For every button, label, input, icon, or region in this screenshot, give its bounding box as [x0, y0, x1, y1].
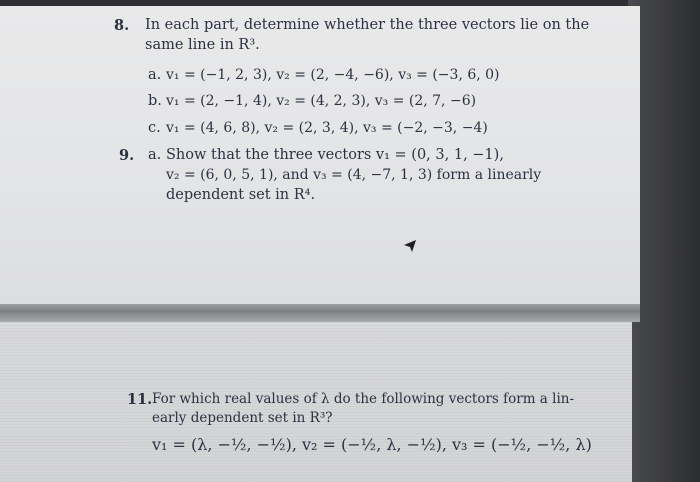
- problem-8c-vectors: v₁ = (4, 6, 8), v₂ = (2, 3, 4), v₃ = (−2, −3, −4): [166, 120, 488, 136]
- problem-8a-vectors: v₁ = (−1, 2, 3), v₂ = (2, −4, −6), v₃ = (−3, 6, 0): [166, 67, 500, 83]
- mouse-pointer-icon: [403, 239, 417, 253]
- problem-9-line1: Show that the three vectors v₁ = (0, 3, 1, −1),: [166, 147, 504, 163]
- problem-8b-label: b.: [148, 93, 162, 109]
- page-separator: [0, 304, 640, 322]
- problem-9a-label: a.: [148, 147, 162, 163]
- problem-8c-label: c.: [148, 120, 161, 136]
- problem-11-vectors: v₁ = (λ, −½, −½), v₂ = (−½, λ, −½), v₃ = (−½, −½, λ): [152, 435, 592, 454]
- problem-8-text-line2: same line in R³.: [145, 37, 260, 53]
- problem-8-text-line1: In each part, determine whether the three vectors lie on the: [145, 17, 590, 33]
- problem-9-line3: dependent set in R⁴.: [166, 187, 316, 203]
- problem-8b-vectors: v₁ = (2, −1, 4), v₂ = (4, 2, 3), v₃ = (2, 7, −6): [166, 93, 477, 109]
- problem-8-number: 8.: [114, 17, 130, 34]
- problem-11-number: 11.: [127, 391, 153, 408]
- textbook-page-bottom: [0, 322, 632, 482]
- problem-8a-label: a.: [148, 67, 162, 83]
- textbook-page-top: [0, 6, 640, 304]
- problem-9-number: 9.: [119, 147, 135, 164]
- problem-11-line1: For which real values of λ do the following vectors form a lin-: [152, 391, 575, 407]
- problem-9-line2: v₂ = (6, 0, 5, 1), and v₃ = (4, −7, 1, 3) form a linearly: [166, 167, 542, 183]
- problem-11-line2: early dependent set in R³?: [152, 410, 333, 426]
